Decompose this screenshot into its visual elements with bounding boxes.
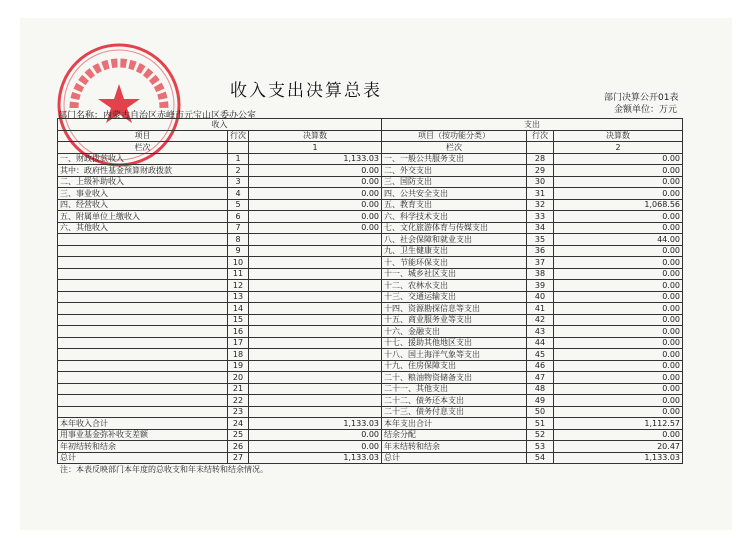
expense-item-cell: 二十三、债务付息支出 [382,406,527,418]
income-amount-cell: 0.00 [249,165,382,177]
income-item-cell [58,280,228,292]
expense-amount-cell: 0.00 [554,291,683,303]
table-row [58,326,683,338]
income-line-cell: 22 [228,395,249,407]
income-line-header: 行次 [228,130,249,142]
income-line-cell: 13 [228,291,249,303]
income-item-cell: 三、事业收入 [58,188,228,200]
table-row [58,418,683,430]
expense-amount-cell: 20.47 [554,441,683,453]
table-row [58,257,683,269]
table-row [58,176,683,188]
income-amount-cell [249,245,382,257]
income-amount-cell: 0.00 [249,199,382,211]
income-amount-cell: 0.00 [249,176,382,188]
income-amount-cell [249,360,382,372]
expense-line-cell: 50 [527,406,554,418]
expense-line-cell: 44 [527,337,554,349]
income-item-cell: 本年收入合计 [58,418,228,430]
income-item-header: 项目 [58,130,228,142]
income-item-cell [58,360,228,372]
expense-item-cell: 九、卫生健康支出 [382,245,527,257]
expense-line-cell: 40 [527,291,554,303]
income-line-cell: 11 [228,268,249,280]
table-row [58,372,683,384]
report-title: 收入支出决算总表 [230,81,382,101]
expense-item-cell: 四、公共安全支出 [382,188,527,200]
income-item-cell [58,337,228,349]
income-line-cell: 24 [228,418,249,430]
expense-amount-cell: 0.00 [554,326,683,338]
expense-amount-cell: 0.00 [554,429,683,441]
income-line-cell: 21 [228,383,249,395]
income-amount-cell [249,383,382,395]
footnote: 注：本表反映部门本年度的总收支和年末结转和结余情况。 [60,465,268,474]
income-item-cell [58,349,228,361]
expense-item-cell: 一、一般公共服务支出 [382,153,527,165]
expense-amount-cell: 0.00 [554,372,683,384]
column-index-row [58,142,683,154]
income-line-cell: 20 [228,372,249,384]
expense-group-header: 支出 [382,119,683,131]
expense-amount-cell: 1,133.03 [554,452,683,464]
expense-line-cell: 47 [527,372,554,384]
table-row [58,452,683,464]
income-amount-cell: 0.00 [249,429,382,441]
expense-item-cell: 十三、交通运输支出 [382,291,527,303]
expense-line-cell: 49 [527,395,554,407]
income-item-cell: 二、上级补助收入 [58,176,228,188]
table-row [58,395,683,407]
expense-amount-cell: 0.00 [554,303,683,315]
expense-item-cell: 十九、住房保障支出 [382,360,527,372]
income-amount-cell: 0.00 [249,211,382,223]
expense-amount-cell: 0.00 [554,268,683,280]
amount-unit: 金额单位：万元 [614,105,678,115]
expense-line-cell: 30 [527,176,554,188]
expense-amount-cell: 1,112.57 [554,418,683,430]
income-line-cell: 25 [228,429,249,441]
income-item-cell: 五、附属单位上缴收入 [58,211,228,223]
expense-amount-cell: 0.00 [554,383,683,395]
expense-line-cell: 41 [527,303,554,315]
expense-line-cell: 38 [527,268,554,280]
expense-item-cell: 年末结转和结余 [382,441,527,453]
expense-line-cell: 28 [527,153,554,165]
income-item-cell [58,395,228,407]
income-amount-cell [249,314,382,326]
expense-index-amount: 2 [554,142,683,154]
income-index-label: 栏次 [58,142,228,154]
expense-item-cell: 二十一、其他支出 [382,383,527,395]
expense-line-cell: 34 [527,222,554,234]
table-row [58,383,683,395]
income-line-cell: 1 [228,153,249,165]
income-amount-cell [249,257,382,269]
expense-line-cell: 32 [527,199,554,211]
income-line-cell: 4 [228,188,249,200]
income-amount-cell [249,234,382,246]
income-item-cell: 年初结转和结余 [58,441,228,453]
income-item-cell: 一、财政拨款收入 [58,153,228,165]
income-line-cell: 18 [228,349,249,361]
income-amount-cell [249,280,382,292]
expense-item-cell: 三、国防支出 [382,176,527,188]
expense-line-cell: 45 [527,349,554,361]
income-line-cell: 6 [228,211,249,223]
expense-item-cell: 十八、国土海洋气象等支出 [382,349,527,361]
expense-line-cell: 43 [527,326,554,338]
income-amount-cell: 1,133.03 [249,153,382,165]
income-line-cell: 9 [228,245,249,257]
table-row [58,245,683,257]
income-item-cell: 六、其他收入 [58,222,228,234]
income-amount-cell [249,349,382,361]
expense-item-cell: 七、文化旅游体育与传媒支出 [382,222,527,234]
table-row [58,406,683,418]
expense-amount-cell: 0.00 [554,176,683,188]
table-row [58,199,683,211]
expense-item-cell: 十四、资源勘探信息等支出 [382,303,527,315]
expense-item-cell: 结余分配 [382,429,527,441]
income-line-cell: 2 [228,165,249,177]
income-line-cell: 19 [228,360,249,372]
income-line-cell: 23 [228,406,249,418]
expense-item-cell: 二、外交支出 [382,165,527,177]
income-item-cell [58,268,228,280]
expense-item-cell: 本年支出合计 [382,418,527,430]
expense-index-label: 栏次 [382,142,527,154]
income-amount-cell: 0.00 [249,188,382,200]
expense-line-cell: 51 [527,418,554,430]
income-line-cell: 5 [228,199,249,211]
table-row [58,222,683,234]
income-line-cell: 8 [228,234,249,246]
income-item-cell [58,383,228,395]
income-item-cell: 总计 [58,452,228,464]
expense-line-cell: 37 [527,257,554,269]
income-line-cell: 7 [228,222,249,234]
expense-line-cell: 31 [527,188,554,200]
table-row [58,303,683,315]
table-row [58,314,683,326]
income-item-cell: 四、经营收入 [58,199,228,211]
department-name: 部门名称：内蒙古自治区赤峰市元宝山区委办公室 [58,111,257,121]
expense-amount-cell: 0.00 [554,360,683,372]
table-row [58,441,683,453]
income-item-cell [58,326,228,338]
income-item-cell [58,257,228,269]
expense-amount-cell: 0.00 [554,165,683,177]
income-amount-header: 决算数 [249,130,382,142]
income-item-cell [58,372,228,384]
expense-amount-cell: 0.00 [554,314,683,326]
income-line-cell: 12 [228,280,249,292]
income-line-cell: 26 [228,441,249,453]
expense-amount-cell: 44.00 [554,234,683,246]
expense-item-cell: 八、社会保障和就业支出 [382,234,527,246]
income-line-cell: 3 [228,176,249,188]
income-item-cell: 其中：政府性基金预算财政拨款 [58,165,228,177]
income-item-cell [58,245,228,257]
expense-item-cell: 十七、援助其他地区支出 [382,337,527,349]
expense-amount-cell: 0.00 [554,349,683,361]
income-amount-cell: 1,133.03 [249,452,382,464]
income-amount-cell [249,372,382,384]
income-index-amount: 1 [249,142,382,154]
expense-line-cell: 42 [527,314,554,326]
expense-amount-cell: 0.00 [554,211,683,223]
income-line-cell: 15 [228,314,249,326]
expense-amount-header: 决算数 [554,130,683,142]
income-amount-cell [249,268,382,280]
expense-item-cell: 二十、粮油物资储备支出 [382,372,527,384]
expense-line-cell: 46 [527,360,554,372]
expense-line-cell: 35 [527,234,554,246]
expense-amount-cell: 1,068.56 [554,199,683,211]
form-number: 部门决算公开01表 [604,93,679,103]
income-item-cell [58,303,228,315]
column-header-row [58,130,683,142]
income-line-cell: 10 [228,257,249,269]
income-amount-cell: 1,133.03 [249,418,382,430]
summary-table [57,118,683,464]
expense-line-cell: 48 [527,383,554,395]
income-item-cell [58,406,228,418]
income-amount-cell [249,395,382,407]
expense-item-cell: 十、节能环保支出 [382,257,527,269]
expense-item-cell: 十五、商业服务业等支出 [382,314,527,326]
table-row [58,349,683,361]
expense-line-cell: 39 [527,280,554,292]
income-amount-cell [249,326,382,338]
expense-amount-cell: 0.00 [554,257,683,269]
group-header-row [58,119,683,131]
expense-line-cell: 36 [527,245,554,257]
table-row [58,153,683,165]
income-line-cell: 17 [228,337,249,349]
expense-amount-cell: 0.00 [554,222,683,234]
income-item-cell: 用事业基金弥补收支差额 [58,429,228,441]
income-item-cell [58,314,228,326]
expense-line-cell: 52 [527,429,554,441]
income-amount-cell [249,406,382,418]
table-row [58,188,683,200]
table-row [58,234,683,246]
expense-amount-cell: 0.00 [554,395,683,407]
expense-item-cell: 十二、农林水支出 [382,280,527,292]
expense-amount-cell: 0.00 [554,406,683,418]
income-group-header: 收入 [58,119,382,131]
expense-amount-cell: 0.00 [554,153,683,165]
table-row [58,211,683,223]
table-row [58,360,683,372]
expense-item-header: 项目（按功能分类） [382,130,527,142]
income-amount-cell: 0.00 [249,222,382,234]
expense-item-cell: 五、教育支出 [382,199,527,211]
table-row [58,291,683,303]
table-row [58,165,683,177]
expense-item-cell: 总计 [382,452,527,464]
income-amount-cell [249,291,382,303]
expense-line-cell: 33 [527,211,554,223]
expense-line-cell: 53 [527,441,554,453]
income-amount-cell: 0.00 [249,441,382,453]
income-line-cell: 27 [228,452,249,464]
income-index-line [228,142,249,154]
income-line-cell: 14 [228,303,249,315]
expense-line-cell: 54 [527,452,554,464]
table-row [58,429,683,441]
expense-amount-cell: 0.00 [554,245,683,257]
income-amount-cell [249,337,382,349]
expense-index-line [527,142,554,154]
expense-item-cell: 二十二、债务还本支出 [382,395,527,407]
income-item-cell [58,291,228,303]
expense-amount-cell: 0.00 [554,188,683,200]
table-row [58,337,683,349]
expense-line-cell: 29 [527,165,554,177]
income-line-cell: 16 [228,326,249,338]
expense-amount-cell: 0.00 [554,337,683,349]
income-item-cell [58,234,228,246]
expense-item-cell: 六、科学技术支出 [382,211,527,223]
expense-amount-cell: 0.00 [554,280,683,292]
expense-line-header: 行次 [527,130,554,142]
income-amount-cell [249,303,382,315]
expense-item-cell: 十一、城乡社区支出 [382,268,527,280]
expense-item-cell: 十六、金融支出 [382,326,527,338]
table-row [58,268,683,280]
table-row [58,280,683,292]
